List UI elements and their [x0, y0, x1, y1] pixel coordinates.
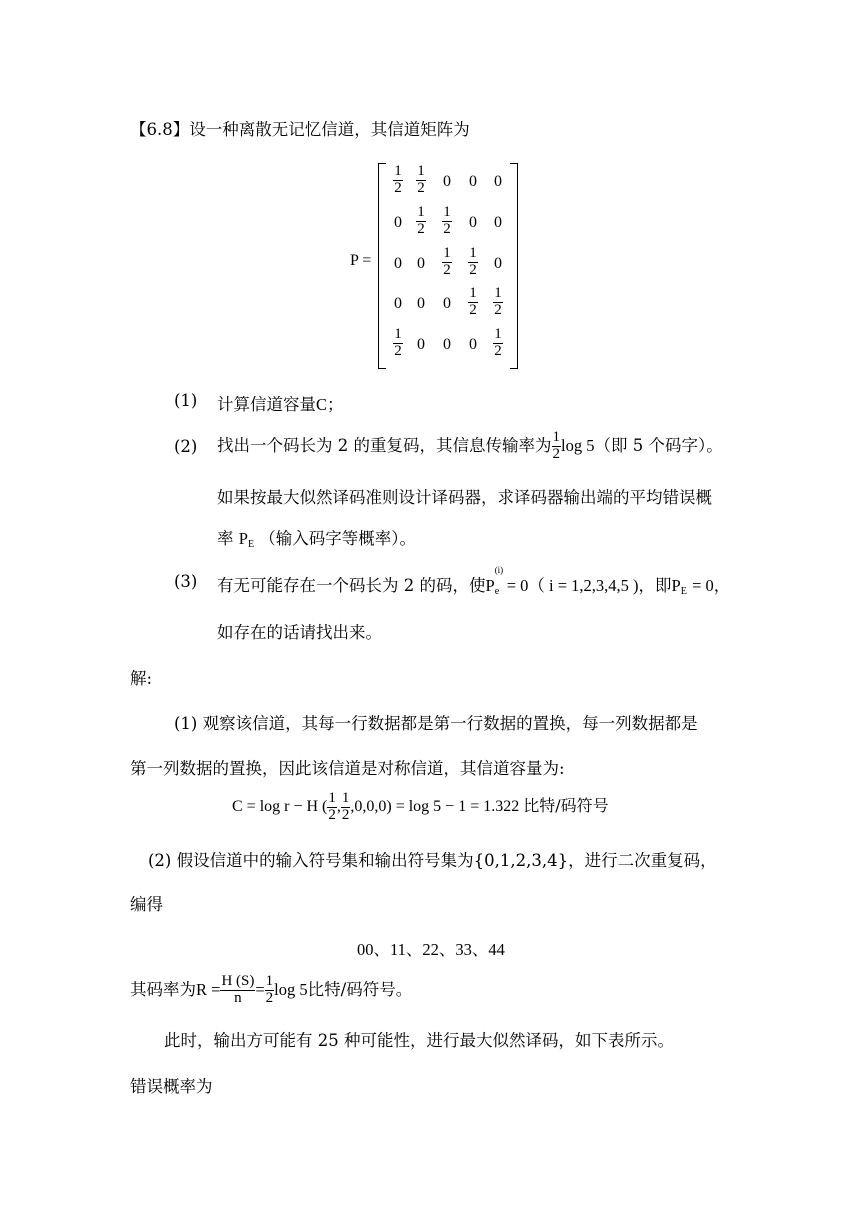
formula-frac-1: $\frac{1}{2}$ [328, 790, 336, 823]
matrix-cell: 0 [417, 295, 425, 312]
matrix-cell: $\frac{1}{2}$ [394, 163, 402, 196]
q2-log: log 5 [561, 436, 595, 455]
channel-matrix [378, 163, 518, 369]
matrix-cell: 0 [494, 255, 502, 272]
q1-var: C [316, 395, 328, 414]
q1-end: ； [327, 395, 344, 414]
q3-PE-P: P [671, 576, 681, 595]
matrix-cell: $\frac{1}{2}$ [494, 285, 502, 318]
matrix-cell: $\frac{1}{2}$ [417, 204, 425, 237]
q2-pe-E: E [247, 539, 255, 550]
rate-frac-half: $\frac{1}{2}$ [265, 973, 274, 1006]
matrix-cell: 0 [443, 336, 451, 353]
q3-cond: （ i = 1,2,3,4,5 )，即 [528, 576, 672, 595]
matrix-cell: 0 [394, 295, 402, 312]
q3-pe-P: P [485, 576, 495, 595]
q3-end: ， [713, 576, 731, 595]
capacity-formula [232, 784, 609, 829]
formula-unit: 比特/码符号 [523, 796, 609, 815]
q2-text-a: 找出一个码长为 2 的重复码，其信息传输率为 [217, 436, 552, 455]
q1-text-main: 计算信道容量 [217, 395, 316, 414]
q1-text [217, 391, 344, 415]
rate-text: 其码率为 [130, 980, 196, 999]
sol2-line5: 错误概率为 [130, 1077, 213, 1096]
matrix-cell: $\frac{1}{2}$ [469, 245, 477, 278]
problem-heading: 【6.8】设一种离散无记忆信道，其信道矩阵为 [130, 120, 470, 139]
matrix-cell: $\frac{1}{2}$ [494, 326, 502, 359]
q2-fraction: $\frac{1}{2}$ [552, 429, 560, 462]
matrix-cell: $\frac{1}{2}$ [443, 204, 451, 237]
q2-line1 [217, 424, 723, 468]
q3-number: (3) [174, 572, 198, 591]
matrix-cell: 0 [469, 214, 477, 231]
formula-part-b: ,0,0,0) = log 5 − 1 = 1.322 [350, 798, 520, 815]
q3-line2: 如存在的话请找出来。 [217, 623, 382, 642]
matrix-cell: 0 [494, 214, 502, 231]
q3-line1 [217, 565, 731, 597]
matrix-cell: $\frac{1}{2}$ [469, 285, 477, 318]
rate-R: R = [196, 980, 221, 999]
sol1-line2: 第一列数据的置换，因此该信道是对称信道，其信道容量为: [130, 759, 565, 778]
matrix-cell: $\frac{1}{2}$ [394, 326, 402, 359]
q2-text-b: （即 5 个码字）。 [594, 436, 723, 455]
matrix-cell: $\frac{1}{2}$ [417, 163, 425, 196]
rate-eq: = [255, 980, 265, 999]
rate-log: log 5 [274, 980, 308, 999]
repetition-codes: 00、11、22、33、44 [357, 940, 505, 959]
q1-number: (1) [174, 391, 198, 410]
matrix-left-bracket [378, 163, 386, 369]
formula-frac-2: $\frac{1}{2}$ [341, 790, 350, 823]
formula-part-a: C = log r − H ( [232, 798, 328, 815]
q2-pe-P: P [238, 529, 248, 548]
matrix-cell: 0 [443, 295, 451, 312]
sol2-line1: (2) 假设信道中的输入符号集和输出符号集为{0,1,2,3,4}，进行二次重复码， [148, 851, 717, 870]
matrix-cell: $\frac{1}{2}$ [443, 245, 451, 278]
matrix-cell: 0 [417, 336, 425, 353]
matrix-label: P = [350, 252, 372, 269]
q3-superscript: (i) [494, 565, 504, 575]
q2-line3-a: 率 [217, 529, 234, 548]
rate-frac-HS: $\frac{H (S)}{n}$ [221, 973, 255, 1006]
sol2-line2: 编得 [130, 895, 163, 914]
code-rate-line [130, 966, 412, 1014]
matrix-cell: 0 [469, 336, 477, 353]
q2-line3 [217, 525, 416, 550]
q3-text-a: 有无可能存在一个码长为 2 的码，使 [217, 576, 486, 595]
q3-PE-E: E [680, 586, 687, 597]
rate-unit: 比特/码符号。 [307, 980, 413, 999]
sol1-line1: (1) 观察该信道，其每一行数据都是第一行数据的置换，每一列数据都是 [174, 714, 698, 733]
q2-line2: 如果按最大似然译码准则设计译码器，求译码器输出端的平均错误概 [217, 488, 712, 507]
matrix-cell: 0 [394, 255, 402, 272]
matrix-cell: 0 [394, 214, 402, 231]
sol2-line4: 此时，输出方可能有 25 种可能性，进行最大似然译码，如下表所示。 [164, 1031, 674, 1050]
matrix-cell: 0 [417, 255, 425, 272]
solution-label: 解: [130, 669, 153, 688]
matrix-cell: 0 [469, 173, 477, 190]
matrix-right-bracket [510, 163, 518, 369]
q3-eq: = 0 [506, 576, 529, 595]
q2-line3-b: （输入码字等概率）。 [259, 529, 417, 548]
matrix-cell: 0 [494, 173, 502, 190]
q2-number: (2) [174, 437, 198, 456]
q3-pe-e: e [494, 586, 500, 597]
formula-comma: , [336, 798, 341, 815]
matrix-cell: 0 [443, 173, 451, 190]
q3-eq2: = 0 [692, 576, 714, 595]
